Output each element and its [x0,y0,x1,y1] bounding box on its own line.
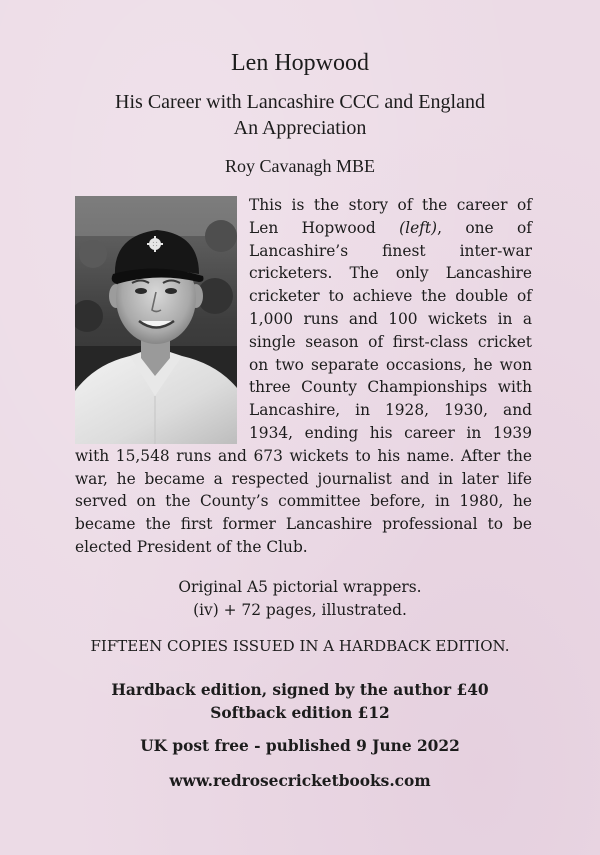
hardback-notice: FIFTEEN COPIES ISSUED IN A HARDBACK EDITION. [90,637,510,655]
softback-price: Softback edition £12 [210,703,390,722]
book-description [75,194,532,559]
book-author: Roy Cavanagh MBE [225,156,375,176]
website-link[interactable]: www.redrosecricketbooks.com [169,772,431,790]
photo-spacer [75,194,237,444]
format-line-1: Original A5 pictorial wrappers. [178,578,422,596]
subtitle-line-1: His Career with Lancashire CCC and England [115,91,485,113]
description-part-2: , one of Lancashire’s finest inter-war cricketers. The only Lancashire cricketer to achieve the double of 1,000 runs and 100 wickets in a single season of first-class cricket on two separate occasions, he won three County Championships with Lancashire, in 1928, 1930, and 1934, ending his career in 1939 with 15,548 runs and 673 wickets to his name. After the war, he became a respected journalist and in later life served on the County’s committee before, in 1980, he became the first former Lancashire professional to be elected President of the Club. [75,218,532,556]
subtitle-line-2: An Appreciation [233,117,367,139]
book-title: Len Hopwood [231,50,369,76]
postage-info: UK post free - published 9 June 2022 [140,737,460,755]
book-subtitle [0,89,600,141]
price-list [0,679,600,724]
book-format-details [0,576,600,622]
hardback-price: Hardback edition, signed by the author £40 [111,681,489,699]
format-line-2: (iv) + 72 pages, illustrated. [193,600,407,619]
description-italic: (left) [399,218,438,237]
description-part-1: This is the story of the career of Len Hopwood [249,196,532,237]
